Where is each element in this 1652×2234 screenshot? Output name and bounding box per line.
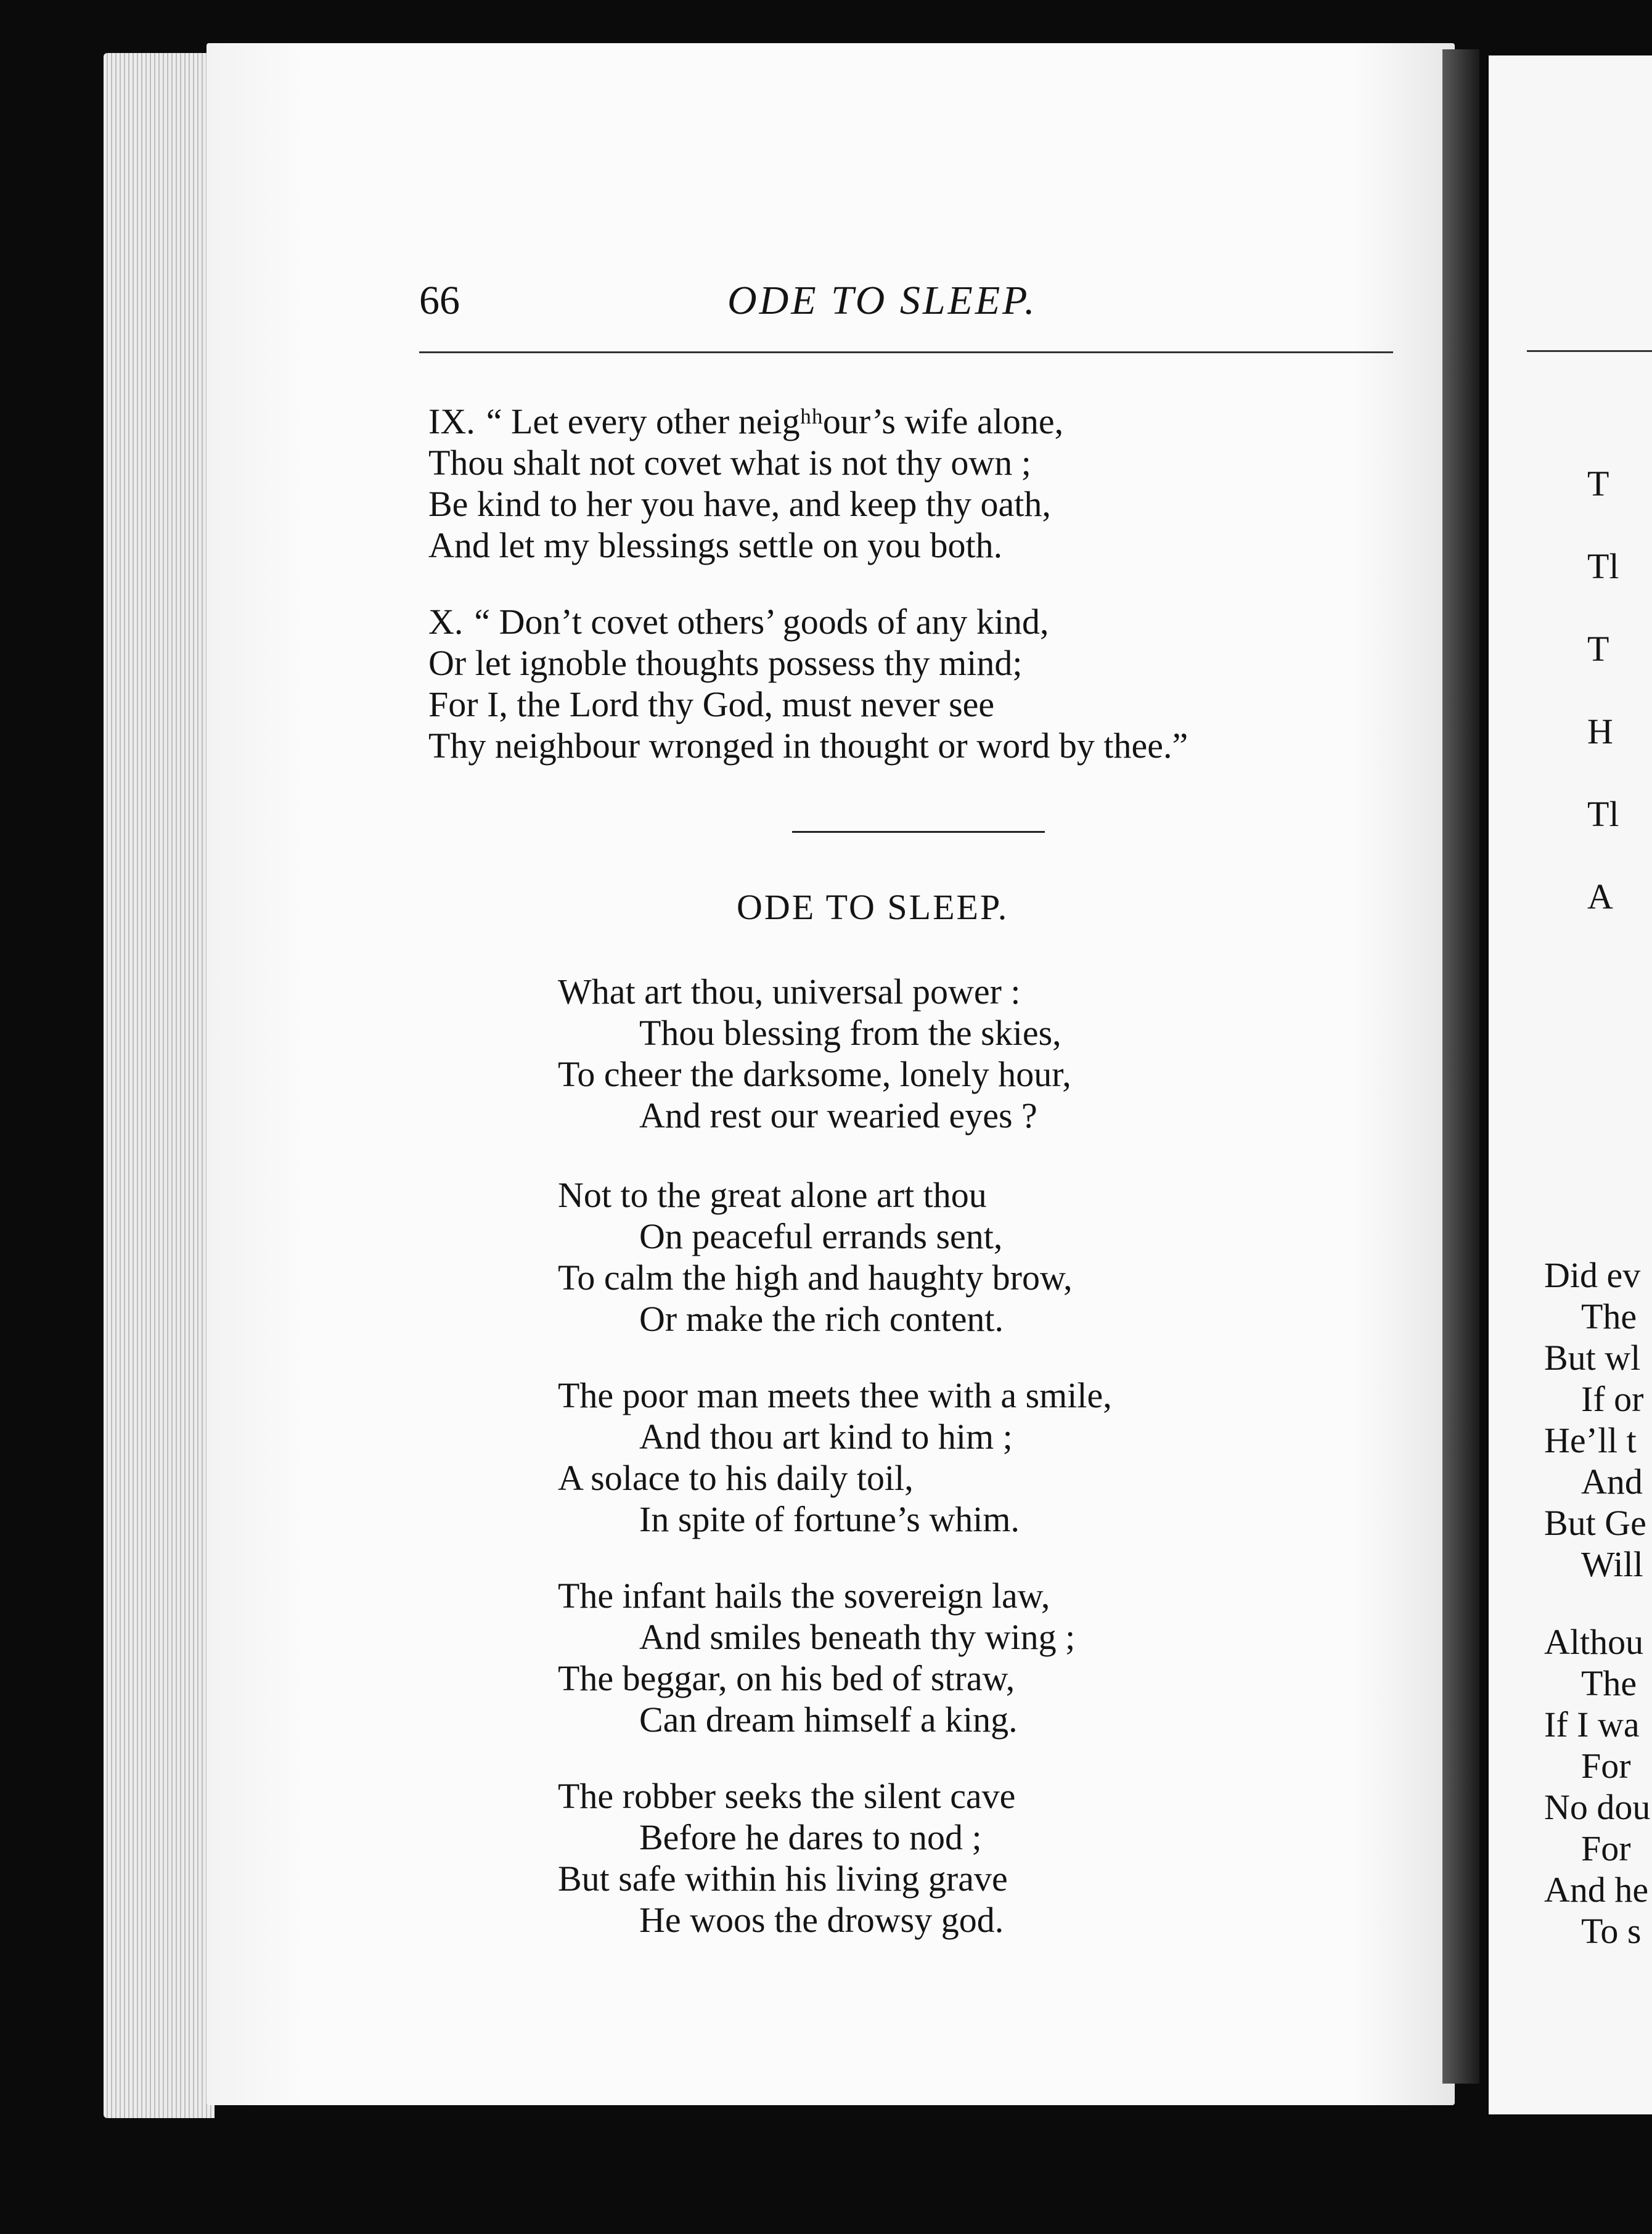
verse-line: In spite of fortune’s whim. bbox=[639, 1499, 1020, 1539]
verse-line: Be kind to her you have, and keep thy oath, bbox=[428, 484, 1051, 524]
verse-line: And smiles beneath thy wing ; bbox=[639, 1617, 1076, 1657]
fragment-line: If or bbox=[1581, 1379, 1644, 1419]
verse-line: The robber seeks the silent cave bbox=[558, 1776, 1016, 1816]
facing-page-upper-fragments bbox=[1587, 443, 1619, 938]
verse-line: The beggar, on his bed of straw, bbox=[558, 1658, 1015, 1698]
verse-line: And let my blessings settle on you both. bbox=[428, 525, 1003, 565]
fragment-line: The bbox=[1581, 1663, 1637, 1703]
running-head bbox=[0, 277, 1652, 333]
fragment-line: If I wa bbox=[1544, 1704, 1640, 1745]
fragment-line: But Ge bbox=[1544, 1503, 1646, 1543]
verse-line: For I, the Lord thy God, must never see bbox=[428, 684, 995, 724]
fragment-line: No dou bbox=[1544, 1787, 1651, 1827]
commandment-label: IX. bbox=[428, 401, 475, 441]
commandment-ix bbox=[428, 401, 1063, 566]
facing-page-rule bbox=[1527, 350, 1652, 352]
verse-line: And rest our wearied eyes ? bbox=[639, 1095, 1037, 1135]
verse-line: Thou blessing from the skies, bbox=[639, 1013, 1061, 1053]
facing-page-stanza-2 bbox=[1544, 1621, 1650, 1952]
fragment-line: A bbox=[1587, 877, 1613, 917]
commandment-label: X. bbox=[428, 602, 464, 642]
verse-line: Thy neighbour wronged in thought or word by thee.” bbox=[428, 726, 1188, 766]
verse-line: Or let ignoble thoughts possess thy mind; bbox=[428, 643, 1023, 683]
verse-line: X. “ Don’t covet others’ goods of any kind, bbox=[428, 602, 1049, 642]
verse-line: On peaceful errands sent, bbox=[639, 1216, 1003, 1256]
ode-stanza-3 bbox=[558, 1375, 1112, 1540]
verse-line: To cheer the darksome, lonely hour, bbox=[558, 1054, 1071, 1094]
verse-line: The poor man meets thee with a smile, bbox=[558, 1375, 1112, 1415]
verse-line: Can dream himself a king. bbox=[639, 1700, 1018, 1740]
page-edges bbox=[104, 53, 215, 2118]
fragment-line: H bbox=[1587, 711, 1613, 751]
gutter-shadow bbox=[1442, 49, 1479, 2084]
verse-line: IX. “ Let every other neigʰʰour’s wife alone, bbox=[428, 401, 1064, 441]
fragment-line: Did ev bbox=[1544, 1255, 1641, 1295]
fragment-line: Will bbox=[1581, 1544, 1643, 1584]
verse-line: Before he dares to nod ; bbox=[639, 1817, 982, 1857]
fragment-line: But wl bbox=[1544, 1338, 1641, 1378]
section-divider bbox=[792, 831, 1045, 833]
verse-line: He woos the drowsy god. bbox=[639, 1900, 1004, 1940]
verse-line: To calm the high and haughty brow, bbox=[558, 1258, 1073, 1298]
verse-line: But safe within his living grave bbox=[558, 1859, 1008, 1899]
ode-stanza-4 bbox=[558, 1575, 1075, 1740]
page-number: 66 bbox=[419, 278, 460, 323]
fragment-line: The bbox=[1581, 1296, 1637, 1336]
poem-title: ODE TO SLEEP. bbox=[737, 887, 1009, 927]
fragment-line: T bbox=[1587, 464, 1609, 504]
verse-line: A solace to his daily toil, bbox=[558, 1458, 914, 1498]
fragment-line: T bbox=[1587, 629, 1609, 669]
fragment-line: For bbox=[1581, 1746, 1631, 1786]
verse-line: The infant hails the sovereign law, bbox=[558, 1576, 1050, 1616]
fragment-line: To s bbox=[1581, 1911, 1642, 1951]
ode-stanza-5 bbox=[558, 1775, 1015, 1941]
fragment-line: Tl bbox=[1587, 546, 1619, 586]
fragment-line: For bbox=[1581, 1828, 1631, 1868]
ode-stanza-1 bbox=[558, 971, 1071, 1136]
fragment-line: Althou bbox=[1544, 1622, 1644, 1662]
verse-line: Not to the great alone art thou bbox=[558, 1175, 987, 1215]
fragment-line: Tl bbox=[1587, 794, 1619, 834]
ode-stanza-2 bbox=[558, 1174, 1073, 1340]
fragment-line: And bbox=[1581, 1462, 1643, 1502]
verse-line: And thou art kind to him ; bbox=[639, 1417, 1013, 1457]
fragment-line: He’ll t bbox=[1544, 1420, 1637, 1460]
running-title: ODE TO SLEEP. bbox=[727, 278, 1037, 323]
header-rule bbox=[419, 351, 1393, 353]
verse-line: What art thou, universal power : bbox=[558, 972, 1021, 1012]
verse-line: Or make the rich content. bbox=[639, 1299, 1004, 1339]
fragment-line: And he bbox=[1544, 1870, 1649, 1910]
verse-line: Thou shalt not covet what is not thy own ; bbox=[428, 443, 1031, 483]
facing-page-stanza-1 bbox=[1544, 1254, 1646, 1585]
facing-page bbox=[1489, 55, 1652, 2114]
commandment-x bbox=[428, 601, 1188, 766]
